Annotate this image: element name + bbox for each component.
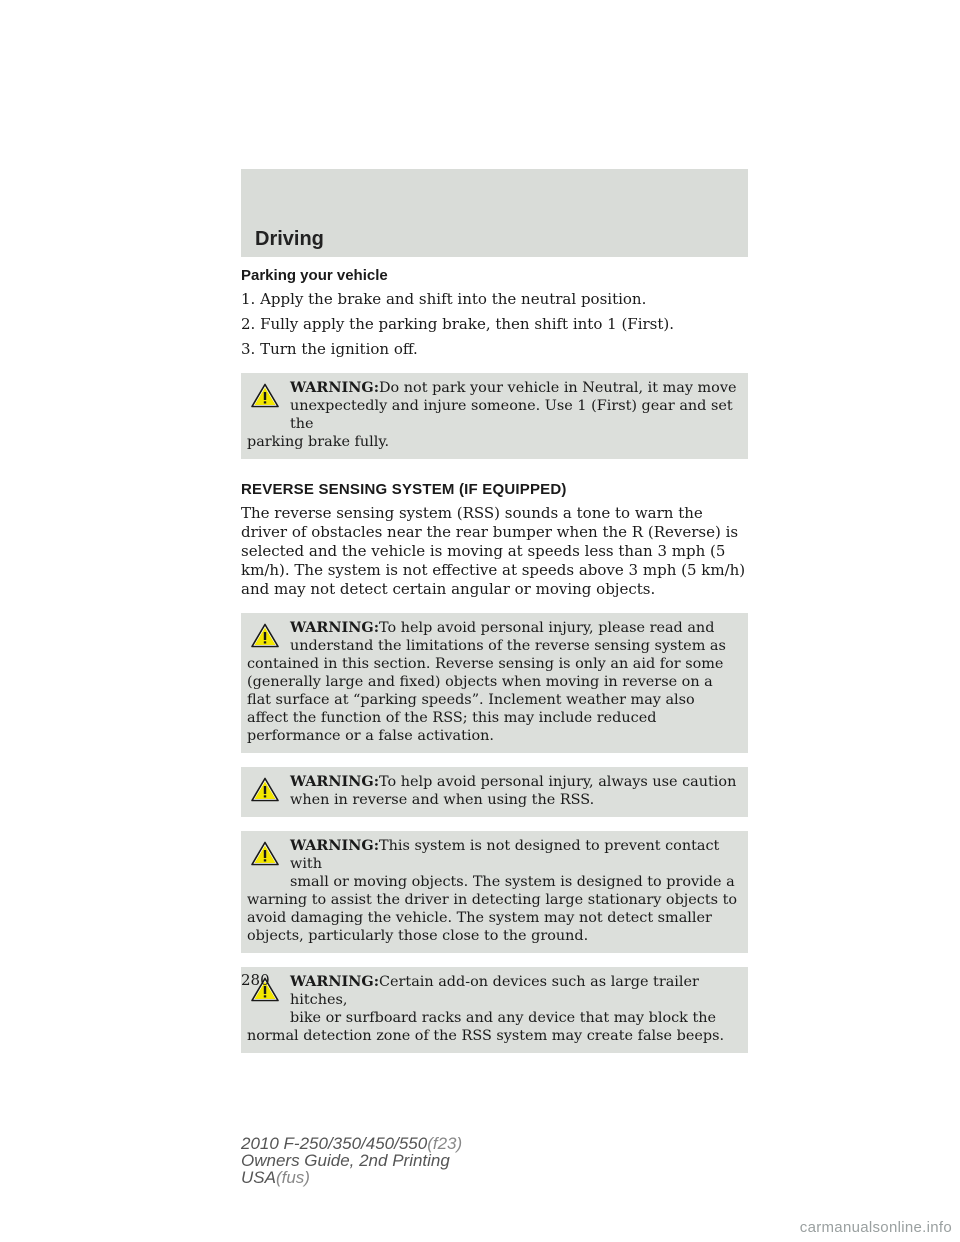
- parking-step-3: 3. Turn the ignition off.: [241, 340, 418, 358]
- section-title: Driving: [255, 228, 324, 250]
- warning-text-line2: small or moving objects. The system is designed to provide a: [290, 874, 735, 890]
- warning-box-rss-3: [241, 831, 748, 953]
- section-header: [241, 169, 748, 257]
- footer-market: USA: [241, 1168, 276, 1187]
- warning-text-line1: This system is not designed to prevent contact with: [290, 838, 720, 872]
- parking-step-2: 2. Fully apply the parking brake, then shift into 1 (First).: [241, 315, 675, 333]
- rss-intro: The reverse sensing system (RSS) sounds a tone to warn the driver of obstacles near the rear bumper when the R (Reverse) is selected and the vehicle is moving at speeds less than 3 mph (5 km/h). The system is not effective at speeds above 3 mph (5 km/h) and may not detect certain angular or moving objects.: [241, 504, 746, 598]
- footer-market-code: (fus): [275, 1168, 310, 1187]
- warning-text-line1: To help avoid personal injury, always use caution: [379, 774, 737, 790]
- page-content: [241, 267, 748, 1053]
- warning-box-rss-4: [241, 967, 748, 1053]
- warning-label: WARNING:: [290, 379, 380, 396]
- warning-text-rest: normal detection zone of the RSS system may create false beeps.: [247, 1028, 725, 1044]
- warning-text-rest: parking brake fully.: [247, 434, 390, 450]
- parking-step-1: 1. Apply the brake and shift into the neutral position.: [241, 290, 647, 308]
- warning-text-line2: unexpectedly and injure someone. Use 1 (First) gear and set the: [290, 398, 733, 432]
- warning-text-rest: warning to assist the driver in detecting large stationary objects to avoid damaging the vehicle. The system may not detect smaller objects, particularly those close to the ground.: [247, 892, 738, 944]
- warning-label: WARNING:: [290, 837, 380, 854]
- warning-triangle-icon: [251, 777, 279, 802]
- warning-box-rss-2: [241, 767, 748, 817]
- warning-text-line1: To help avoid personal injury, please read and: [379, 620, 715, 636]
- parking-heading: Parking your vehicle: [241, 267, 388, 284]
- document-footer: [241, 1135, 462, 1186]
- warning-triangle-icon: [251, 623, 279, 648]
- warning-text-line1: Do not park your vehicle in Neutral, it may move: [379, 380, 737, 396]
- warning-text-line2: bike or surfboard racks and any device that may block the: [290, 1010, 717, 1026]
- warning-box-parking: [241, 373, 748, 459]
- page-number: 280: [241, 971, 270, 989]
- warning-text-line1: Certain add-on devices such as large trailer hitches,: [290, 974, 699, 1008]
- warning-text-line2: understand the limitations of the reverse sensing system as: [290, 638, 726, 654]
- footer-edition: Owners Guide, 2nd Printing: [241, 1151, 450, 1170]
- warning-label: WARNING:: [290, 773, 380, 790]
- warning-label: WARNING:: [290, 973, 380, 990]
- site-watermark: carmanualsonline.info: [799, 1219, 952, 1236]
- warning-triangle-icon: [251, 841, 279, 866]
- rss-heading: REVERSE SENSING SYSTEM (IF EQUIPPED): [241, 481, 567, 498]
- warning-label: WARNING:: [290, 619, 380, 636]
- warning-text-rest: contained in this section. Reverse sensing is only an aid for some (generally large and fixed) objects when moving in reverse on a flat surface at “parking speeds”. Inclement weather may also affect the function of the RSS; this may include reduced performance or a false activation.: [247, 656, 724, 744]
- warning-box-rss-1: [241, 613, 748, 753]
- warning-text-line2: when in reverse and when using the RSS.: [290, 792, 595, 808]
- footer-model-code: (f23): [427, 1134, 463, 1153]
- footer-model: 2010 F-250/350/450/550: [241, 1134, 428, 1153]
- warning-triangle-icon: [251, 383, 279, 408]
